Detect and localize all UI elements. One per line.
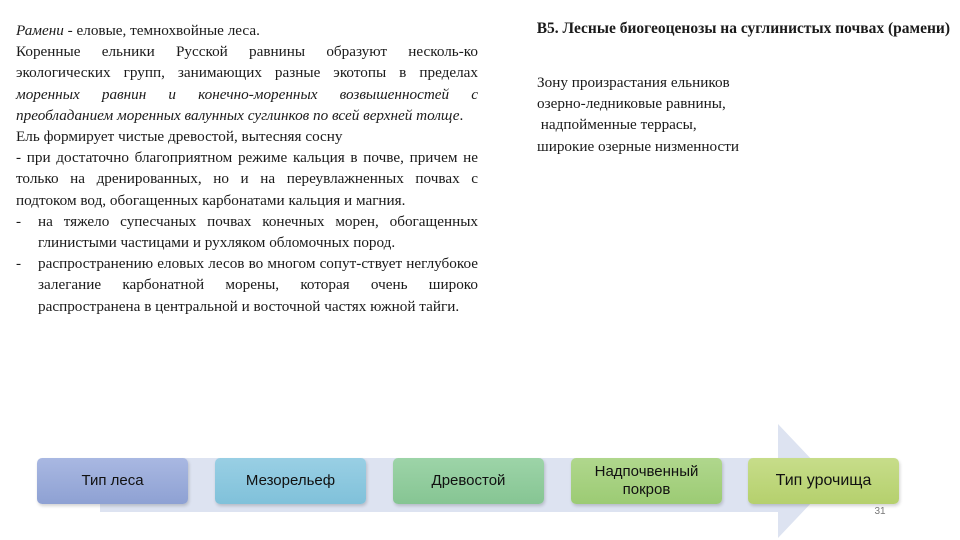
slide-title: В5. Лесные биогеоценозы на суглинистых почвах (рамени) [536, 20, 950, 37]
right-line: широкие озерные низменности [537, 137, 739, 155]
paragraph-italic: моренных равнин и конечно-моренных возвышенностей с преобладанием моренных валунных суглинков по всей верхней толще [16, 85, 478, 124]
list-dash: - [16, 212, 22, 230]
paragraph-intro: Коренные ельники Русской равнины образуют несколь-ко экологических групп, занимающих разные экотопы в пределах [16, 43, 478, 82]
right-line: Зону произрастания ельников [537, 74, 730, 91]
process-step-mesorelief: Мезорельеф [215, 458, 366, 504]
process-step-stand: Древостой [393, 458, 544, 504]
process-step-forest-type: Тип леса [37, 458, 188, 504]
list-item-text: на тяжело супесчаных почвах конечных морен, обогащенных глинистыми частицами и рухляком обломочных пород. [38, 212, 478, 252]
list-dash: - [16, 255, 22, 273]
right-line: озерно-ледниковые равнины, [537, 95, 726, 113]
process-step-tract-type: Тип урочища [748, 458, 899, 504]
list-item-text: распространению еловых лесов во многом сопут-ствует неглубокое залегание карбонатной морены, которая очень широко распространена в центральной и восточной частях южной тайги. [38, 255, 478, 315]
paragraph-calcium: - при достаточно благоприятном режиме кальция в почве, причем не только на дренированных, но и на переувлажненных почвах с подтоком вод, обогащенных карбонатами кальция и магния. [16, 149, 478, 209]
right-line: надпойменные террасы, [537, 116, 697, 134]
process-step-ground-cover: Надпочвенный покров [571, 458, 722, 504]
paragraph-spruce: Ель формирует чистые древостой, вытесняя сосну [16, 128, 343, 146]
page-number: 31 [874, 506, 886, 517]
term-ramen: Рамени [16, 22, 64, 39]
term-definition: - еловые, темнохвойные леса. [63, 22, 260, 39]
paragraph-end: . [459, 106, 464, 124]
